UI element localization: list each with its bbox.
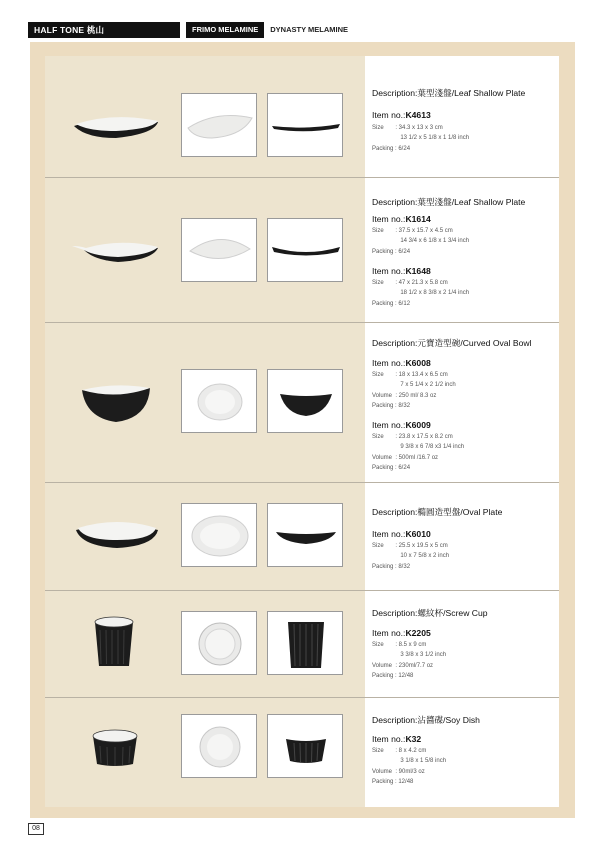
item-specs: Size : 8.5 x 9 cm 3 3/8 x 3 1/2 inch Volume : 230ml/7.7 oz Packing : 12/48 — [372, 642, 447, 679]
side-view-box — [267, 369, 343, 433]
top-view-box — [181, 611, 257, 675]
side-view-box — [267, 503, 343, 567]
item-specs: Size : 8 x 4.2 cm 3 1/8 x 1 5/8 inch Volume : 90ml/3 oz Packing : 12/48 — [372, 748, 447, 785]
item-code: K1648 — [405, 266, 431, 276]
side-view-box — [267, 218, 343, 282]
row-separator — [45, 697, 559, 698]
item-number: Item no.:K6009 — [372, 420, 431, 430]
item-code: K6008 — [405, 358, 431, 368]
header-bar — [28, 22, 354, 38]
row-separator — [45, 177, 559, 178]
item-specs: Size : 47 x 21.3 x 5.8 cm 18 1/2 x 8 3/8 x 2 1/4 inch Packing : 6/12 — [372, 280, 470, 307]
product-description: Description:葉型淺盤/Leaf Shallow Plate — [372, 88, 526, 98]
item-specs: Size : 25.5 x 19.5 x 5 cm 10 x 7 5/8 x 2 inch Packing : 8/32 — [372, 543, 450, 570]
screw-cup-photo — [92, 616, 136, 668]
top-view-box — [181, 503, 257, 567]
item-number: Item no.:K6010 — [372, 529, 431, 539]
curved-bowl-photo — [80, 384, 152, 424]
row-separator — [45, 482, 559, 483]
line-label: DYNASTY MELAMINE — [270, 25, 349, 34]
item-number: Item no.:K2205 — [372, 628, 431, 638]
item-code: K32 — [405, 734, 422, 744]
product-description: Description:螺紋杯/Screw Cup — [372, 608, 488, 618]
brand-label: FRIMO MELAMINE — [186, 22, 264, 38]
top-view-box — [181, 369, 257, 433]
item-number: Item no.:K6008 — [372, 358, 431, 368]
item-specs: Size : 34.3 x 13 x 3 cm 13 1/2 x 5 1/8 x 1 1/8 inch Packing : 6/24 — [372, 125, 470, 152]
item-specs: Size : 23.8 x 17.5 x 8.2 cm 9 3/8 x 6 7/8 x3 1/4 inch Volume : 500ml /16.7 oz Packing : 6/24 — [372, 434, 465, 471]
item-code: K2205 — [405, 628, 431, 638]
item-specs: Size : 18 x 13.4 x 6.5 cm 7 x 5 1/4 x 2 1/2 inch Volume : 250 ml/ 8.3 oz Packing : 8/32 — [372, 372, 456, 409]
side-view-box — [267, 714, 343, 778]
oval-plate-photo — [74, 518, 160, 550]
page-number: 08 — [28, 823, 44, 835]
item-number: Item no.:K32 — [372, 734, 422, 744]
item-number: Item no.:K4613 — [372, 110, 431, 120]
top-view-box — [181, 218, 257, 282]
item-code: K6010 — [405, 529, 431, 539]
item-number: Item no.:K1614 — [372, 214, 431, 224]
soy-dish-photo — [90, 728, 140, 768]
side-view-box — [267, 611, 343, 675]
product-description: Description:沾醬碟/Soy Dish — [372, 715, 480, 725]
row-separator — [45, 322, 559, 323]
top-view-box — [181, 93, 257, 157]
item-number: Item no.:K1648 — [372, 266, 431, 276]
item-code: K6009 — [405, 420, 431, 430]
top-view-box — [181, 714, 257, 778]
item-specs: Size : 37.5 x 15.7 x 4.5 cm 14 3/4 x 6 1/8 x 1 3/4 inch Packing : 6/24 — [372, 228, 470, 255]
row-separator — [45, 590, 559, 591]
item-code: K1614 — [405, 214, 431, 224]
product-description: Description:橢圓造型盤/Oval Plate — [372, 507, 503, 517]
product-description: Description:葉型淺盤/Leaf Shallow Plate — [372, 197, 526, 207]
product-description: Description:元寶造型碗/Curved Oval Bowl — [372, 338, 532, 348]
series-title: HALF TONE 桃山 — [28, 22, 180, 38]
item-code: K4613 — [405, 110, 431, 120]
leaf-plate-photo — [72, 112, 162, 142]
leaf-plate-photo — [70, 238, 162, 264]
side-view-box — [267, 93, 343, 157]
